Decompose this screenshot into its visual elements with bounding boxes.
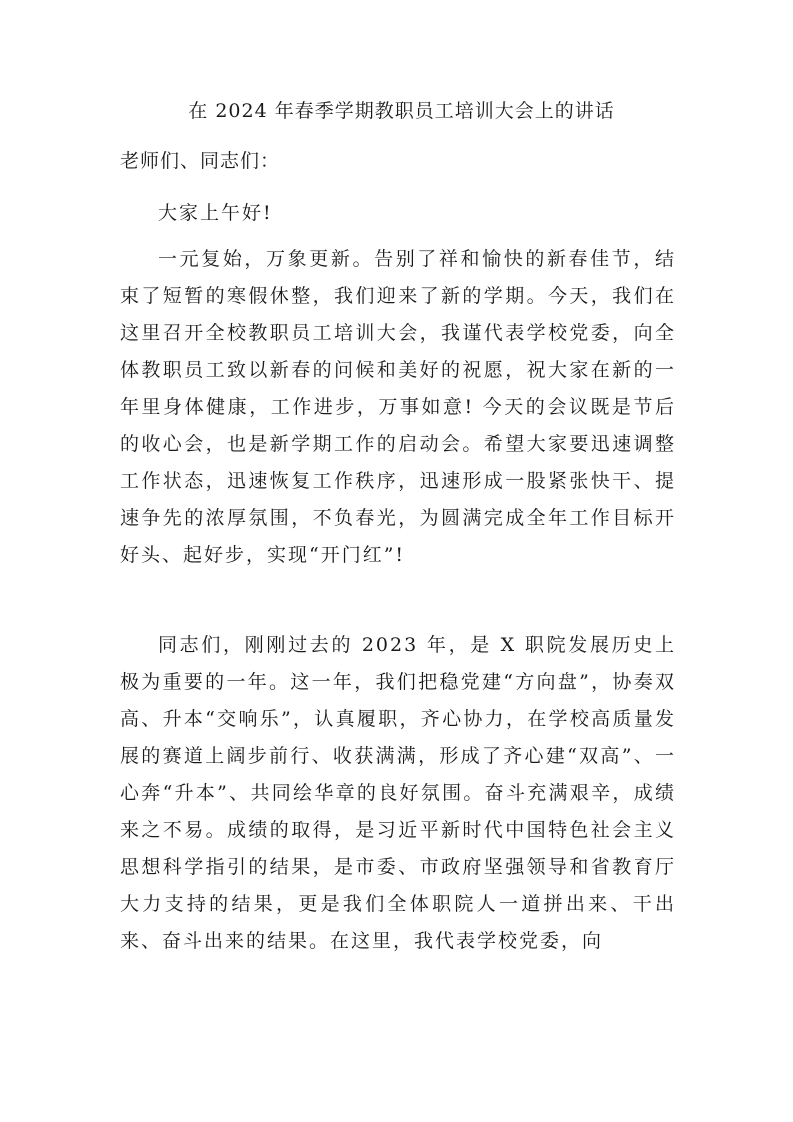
paragraph: 同志们，刚刚过去的 2023 年，是 X 职院发展历史上极为重要的一年。这一年，我们把稳党建“方向盘”，协奏双高、升本“交响乐”，认真履职，齐心协力，在学校高质量发展的赛道上阔步前行、收获满满，形成了齐心建“双高”、一心奔“升本”、共同绘华章的良好氛围。奋斗充满艰辛，成绩来之不易。成绩的取得，是习近平新时代中国特色社会主义思想科学指引的结果，是市委、市政府坚强领导和省教育厅大力支持的结果，更是我们全体职院人一道拼出来、干出来、奋斗出来的结果。在这里，我代表学校党委，向 [120,634,676,952]
paragraph-greeting: 大家上午好! [158,202,273,224]
speech-title: 在 2024 年春季学期教职员工培训大会上的讲话 [188,100,615,122]
paragraph: 一元复始，万象更新。告别了祥和愉快的新春佳节，结束了短暂的寒假休整，我们迎来了新的学期。今天，我们在这里召开全校教职员工培训大会，我谨代表学校党委，向全体教职员工致以新春的问候和美好的祝愿，祝大家在新的一年里身体健康，工作进步，万事如意! 今天的会议既是节后的收心会，也是新学期工作的启动会。希望大家要迅速调整工作状态，迅速恢复工作秩序，迅速形成一股紧张快干、提速争先的浓厚氛围，不负春光，为圆满完成全年工作目标开好头、起好步，实现“开门红”! [120,248,676,566]
salutation: 老师们、同志们： [120,150,281,172]
